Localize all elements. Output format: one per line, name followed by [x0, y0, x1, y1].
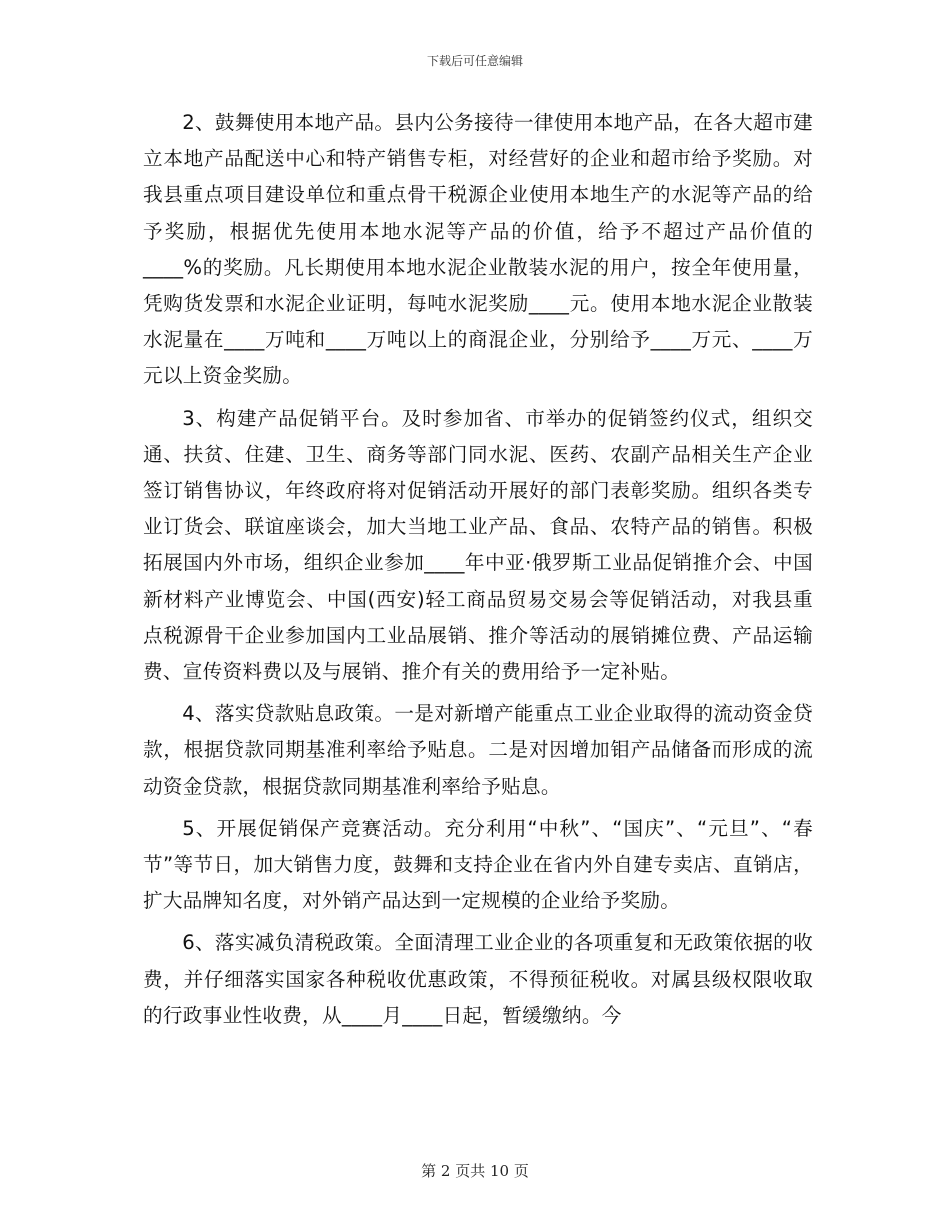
page-number-footer: 第 2 页共 10 页	[421, 1162, 529, 1180]
paragraph-6: 6、落实减负清税政策。全面清理工业企业的各项重复和无政策依据的收费，并仔细落实国家各种税收优惠政策，不得预征税收。对属县级权限收取的行政事业性收费，从____月____日起，暂缓缴纳。今	[143, 931, 813, 1027]
paragraph-2: 2、鼓舞使用本地产品。县内公务接待一律使用本地产品，在各大超市建立本地产品配送中心和特产销售专柜，对经营好的企业和超市给予奖励。对我县重点项目建设单位和重点骨干税源企业使用本地生产的水泥等产品的给予奖励，根据优先使用本地水泥等产品的价值，给予不超过产品价值的____%的奖励。凡长期使用本地水泥企业散装水泥的用户，按全年使用量，凭购货发票和水泥企业证明，每吨水泥奖励____元。使用本地水泥企业散装水泥量在____万吨和____万吨以上的商混企业，分别给予____万元、____万元以上资金奖励。	[143, 111, 813, 388]
paragraph-3: 3、构建产品促销平台。及时参加省、市举办的促销签约仪式，组织交通、扶贫、住建、卫生、商务等部门同水泥、医药、农副产品相关生产企业签订销售协议，年终政府将对促销活动开展好的部门表彰奖励。组织各类专业订货会、联谊座谈会，加大当地工业产品、食品、农特产品的销售。积极拓展国内外市场，组织企业参加____年中亚·俄罗斯工业品促销推介会、中国新材料产业博览会、中国(西安)轻工商品贸易交易会等促销活动，对我县重点税源骨干企业参加国内工业品展销、推介等活动的展销摊位费、产品运输费、宣传资料费以及与展销、推介有关的费用给予一定补贴。	[143, 406, 813, 684]
document-body	[143, 105, 813, 1040]
paragraph-4: 4、落实贷款贴息政策。一是对新增产能重点工业企业取得的流动资金贷款，根据贷款同期基准利率给予贴息。二是对因增加钼产品储备而形成的流动资金贷款，根据贷款同期基准利率给予贴息。	[143, 702, 813, 798]
paragraph-5: 5、开展促销保产竞赛活动。充分利用“中秋”、“国庆”、“元旦”、“春节”等节日，加大销售力度，鼓舞和支持企业在省内外自建专卖店、直销店，扩大品牌知名度，对外销产品达到一定规模的企业给予奖励。	[143, 816, 813, 913]
page-header: 下载后可任意编辑	[426, 54, 523, 68]
